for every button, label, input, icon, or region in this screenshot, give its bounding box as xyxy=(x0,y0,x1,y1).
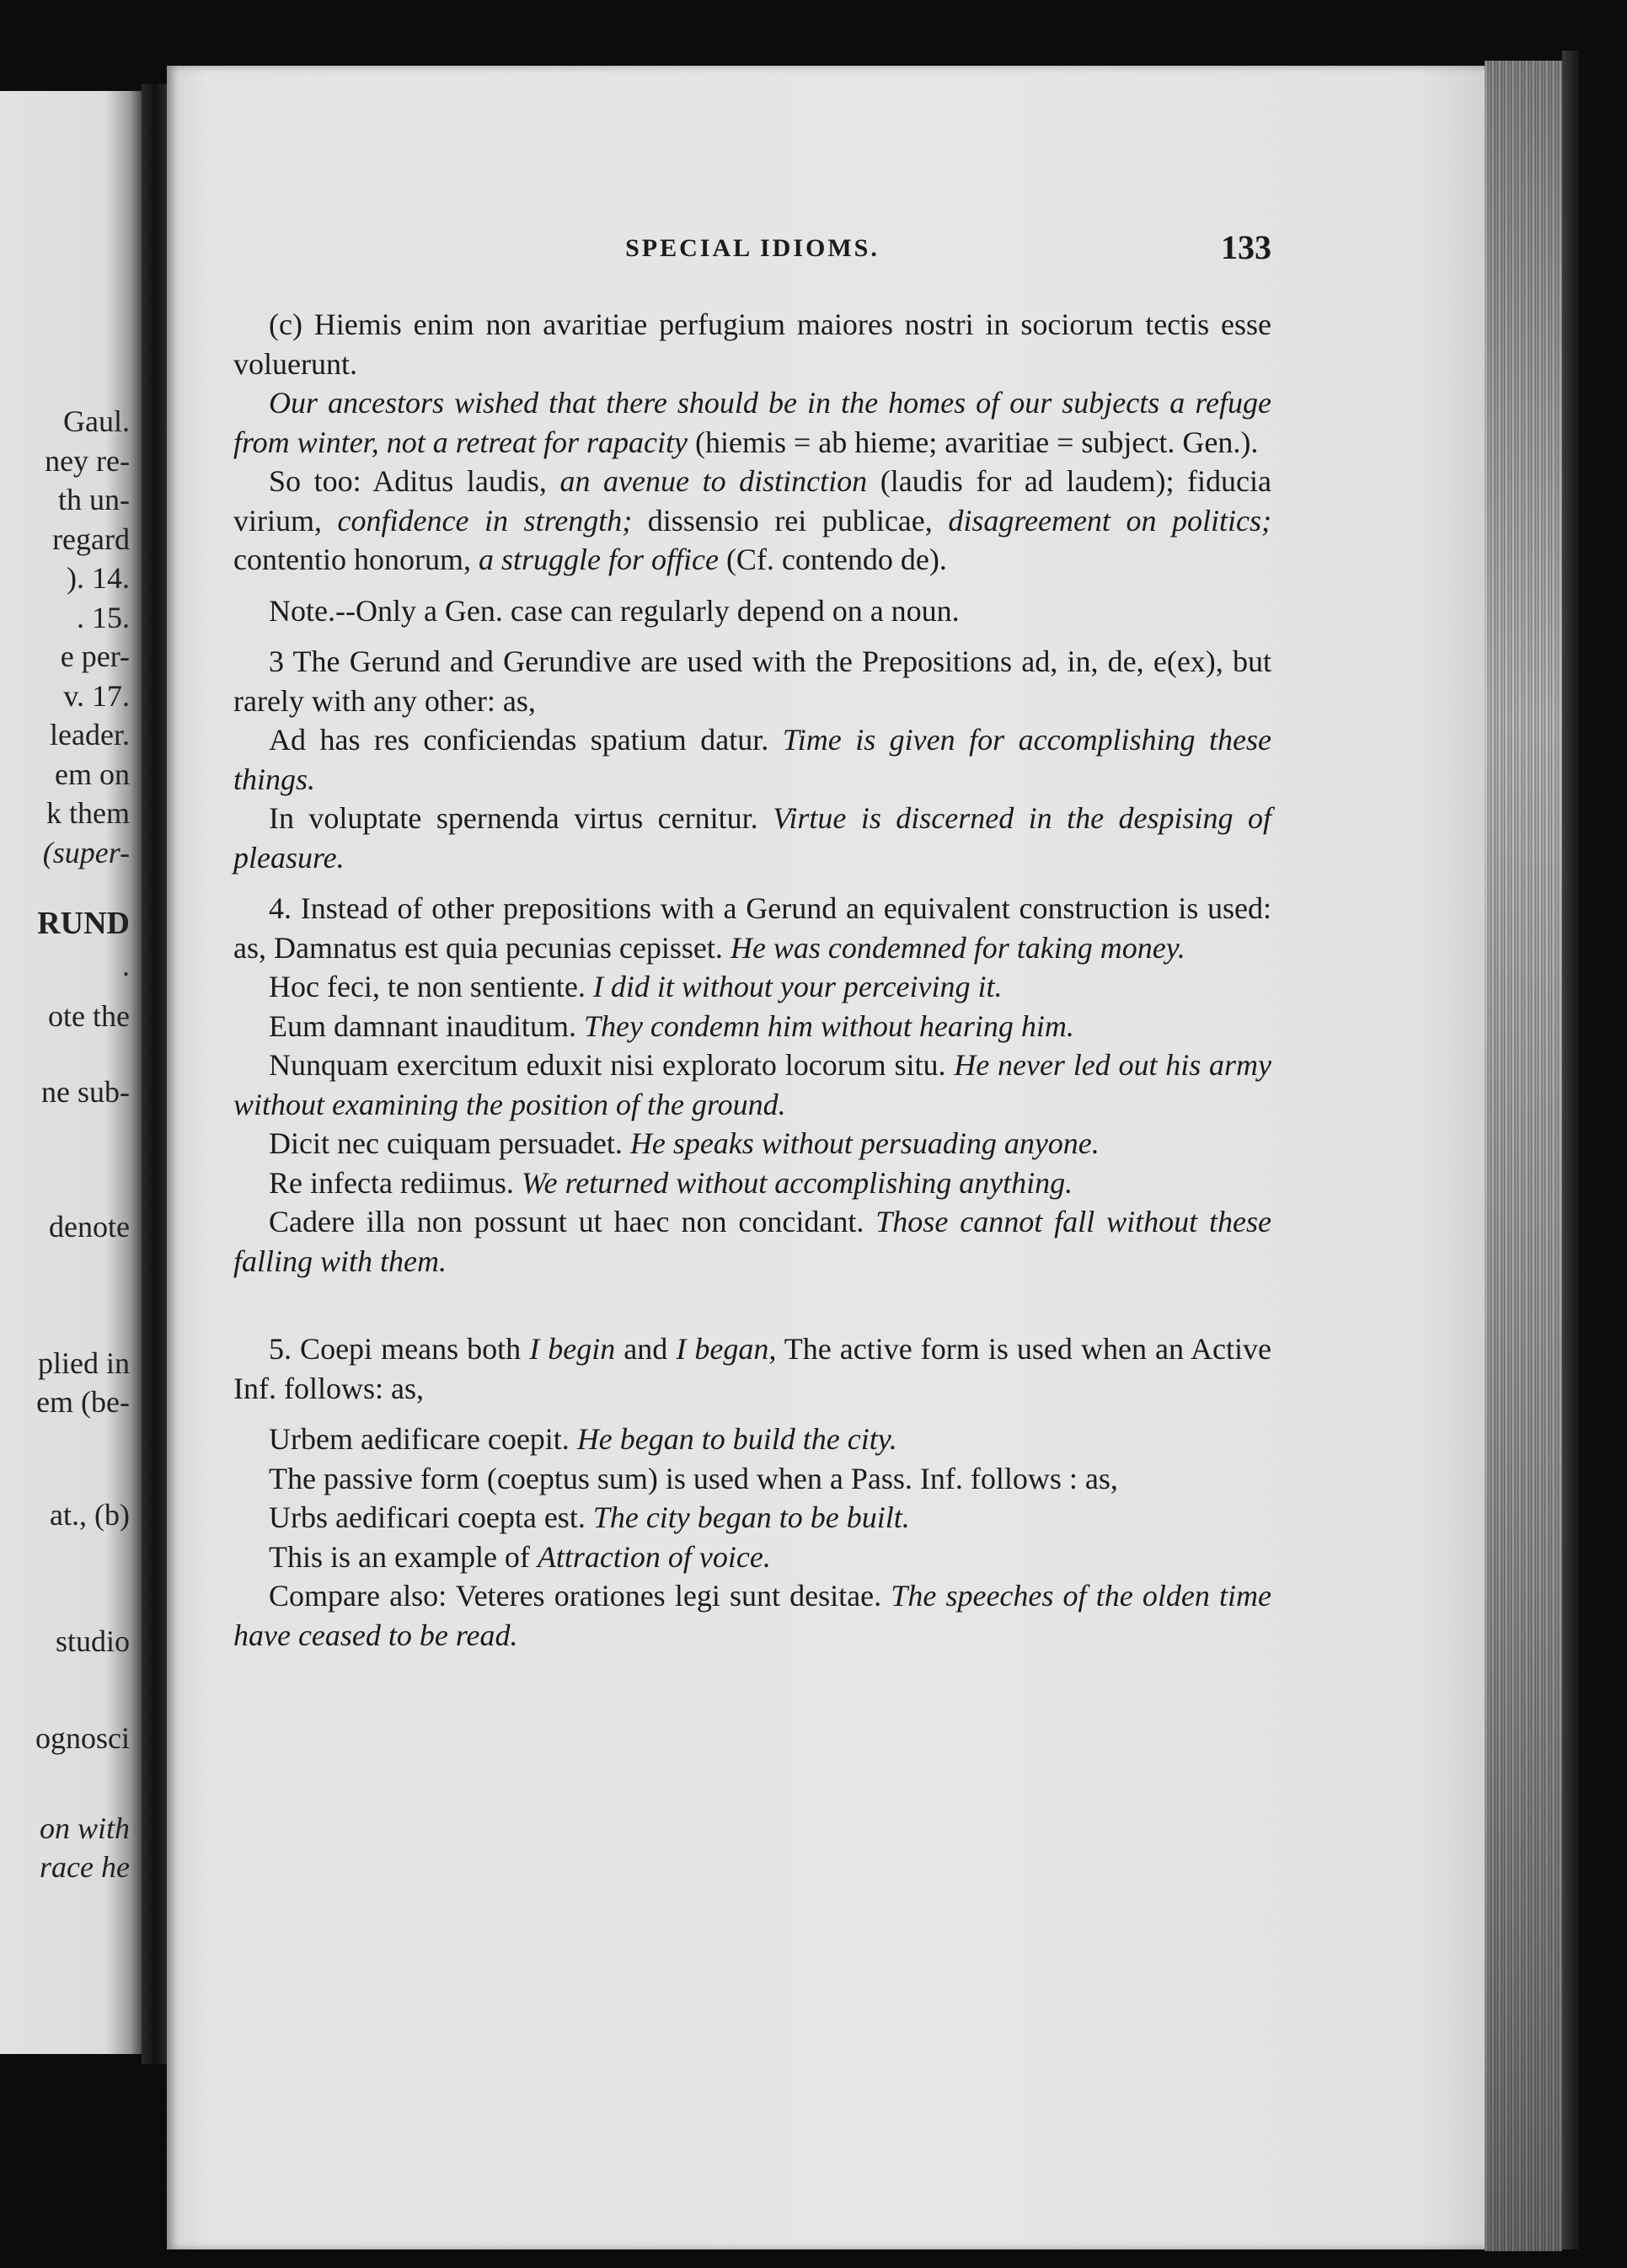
latin-text: Urbs aedificari coepta est. xyxy=(269,1500,593,1534)
left-page-fragment: regard xyxy=(52,522,130,556)
latin-text: (c) Hiemis enim non avaritiae perfugium maiores nostri in sociorum tectis esse voluerunt. xyxy=(233,308,1271,381)
left-page-fragment: (super- xyxy=(42,836,130,869)
latin-text: (laudis for ad laudem); fiducia virium, xyxy=(233,464,1271,538)
left-page-fragment: v. 17. xyxy=(63,679,130,713)
latin-text: Eum damnant inauditum. xyxy=(269,1008,584,1043)
latin-text: (Cf. contendo de). xyxy=(718,543,947,576)
latin-text: In voluptate spernenda virtus cernitur. xyxy=(269,801,773,835)
left-page-heading-fragment: RUND xyxy=(37,906,130,941)
example-paragraph xyxy=(233,1124,1271,1163)
left-page-fragment: . xyxy=(122,949,130,982)
example-paragraph xyxy=(233,967,1271,1007)
english-translation: I did it without your perceiving it. xyxy=(592,970,1003,1003)
left-page-fragment: ). 14. xyxy=(67,561,130,595)
section-5-paragraph xyxy=(233,1329,1271,1408)
left-page-fragment: ognosci xyxy=(35,1721,130,1755)
latin-text: Cadere illa non possunt ut haec non concidant. xyxy=(269,1205,876,1238)
english-translation: The speeches of the olden time have ceased to be read. xyxy=(233,1579,1271,1652)
book-cover-edge xyxy=(1562,51,1579,2249)
section-4-paragraph xyxy=(233,889,1271,967)
page-body xyxy=(233,305,1271,1655)
latin-text: Ad has res conficiendas spatium datur. xyxy=(269,723,783,757)
left-page-fragment: em on xyxy=(55,757,130,791)
running-head xyxy=(233,227,1271,270)
paragraph xyxy=(233,383,1271,462)
english-translation: Attraction of voice. xyxy=(537,1539,771,1574)
left-page-fragment: on with xyxy=(39,1811,130,1845)
english-translation: Our ancestors wished that there should be in the homes of our subjects a refuge from winter, not a retreat for rapacity xyxy=(233,386,1271,459)
english-translation: I begin xyxy=(529,1332,616,1366)
english-translation: He speaks without persuading anyone. xyxy=(629,1126,1100,1160)
left-page-fragment: race he xyxy=(40,1850,130,1884)
left-page-fragment: th un- xyxy=(58,483,130,516)
english-translation: We returned without accomplishing anything. xyxy=(521,1165,1073,1200)
example-paragraph xyxy=(233,1007,1271,1046)
example-paragraph xyxy=(233,1202,1271,1281)
example-paragraph xyxy=(233,1046,1271,1124)
left-page-fragment: . 15. xyxy=(77,601,130,634)
latin-text: So too: Aditus laudis, xyxy=(269,464,560,498)
left-page-fragment: em (be- xyxy=(36,1385,130,1419)
example-paragraph xyxy=(233,1576,1271,1655)
left-facing-page xyxy=(0,91,142,2054)
latin-text: Urbem aedificare coepit. xyxy=(269,1422,577,1456)
rule-paragraph xyxy=(233,1538,1271,1577)
english-translation: He was condemned for taking money. xyxy=(730,930,1185,965)
english-translation: They condemn him without hearing him. xyxy=(583,1008,1074,1043)
latin-text: contentio honorum, xyxy=(233,543,479,576)
rule-text: The passive form (coeptus sum) is used when a Pass. Inf. follows : as, xyxy=(269,1461,1118,1495)
left-page-fragment: denote xyxy=(49,1210,130,1244)
rule-text: This is an example of xyxy=(269,1539,538,1574)
left-page-fragment: ne sub- xyxy=(41,1075,130,1109)
english-translation: Those cannot fall without these falling with them. xyxy=(233,1205,1271,1278)
rule-text: 3 The Gerund and Gerundive are used with the Prepositions ad, in, de, e(ex), but rarely with any other: as, xyxy=(233,645,1271,718)
example-paragraph xyxy=(233,720,1271,799)
rule-text: 5. Coepi means both xyxy=(269,1332,530,1366)
english-translation: Time is given for accomplishing these things. xyxy=(233,723,1272,796)
english-translation: disagreement on politics; xyxy=(948,503,1272,538)
page-number: 133 xyxy=(1221,228,1271,266)
rule-text: The active form is used when an Active Inf. follows: as, xyxy=(233,1332,1272,1405)
example-paragraph xyxy=(233,1420,1271,1459)
left-page-fragment: e per- xyxy=(60,639,130,673)
latin-text: Re infecta rediimus. xyxy=(269,1165,522,1200)
example-paragraph xyxy=(233,1498,1271,1538)
page-edge-stack xyxy=(1485,61,1562,2251)
latin-text: dissensio rei publicae, xyxy=(632,503,949,538)
paragraph xyxy=(233,462,1271,580)
left-page-fragment: studio xyxy=(55,1624,130,1658)
left-page-fragment: leader. xyxy=(50,718,130,752)
latin-text: Hoc feci, te non sentiente. xyxy=(269,970,593,1003)
english-translation: confidence in strength; xyxy=(337,503,633,538)
left-page-fragment: ote the xyxy=(48,999,130,1033)
english-translation: The city began to be built. xyxy=(592,1500,910,1534)
english-translation: He began to build the city. xyxy=(576,1422,897,1456)
running-title: SPECIAL IDIOMS. xyxy=(625,234,880,262)
english-translation: Virtue is discerned in the despising of pleasure. xyxy=(233,801,1271,875)
rule-text: and xyxy=(615,1332,677,1366)
example-paragraph xyxy=(233,1163,1271,1203)
example-paragraph xyxy=(233,799,1271,877)
english-translation: a struggle for office xyxy=(478,543,719,576)
left-page-fragment: at., (b) xyxy=(50,1498,130,1532)
left-page-fragment: k them xyxy=(46,796,130,830)
english-translation: I began, xyxy=(676,1332,777,1366)
left-page-fragment: ney re- xyxy=(45,444,130,478)
section-3-paragraph xyxy=(233,642,1271,720)
rule-paragraph xyxy=(233,1459,1271,1499)
english-translation: He never led out his army without examining the position of the ground. xyxy=(233,1048,1271,1121)
left-page-fragment: Gaul. xyxy=(63,404,130,438)
english-translation: an avenue to distinction xyxy=(559,464,868,498)
note-paragraph xyxy=(233,591,1271,631)
paragraph xyxy=(233,305,1271,383)
left-page-fragment: plied in xyxy=(38,1346,130,1380)
rule-text: 4. Instead of other prepositions with a Gerund an equivalent construction is used: as, Damnatus est quia pecunias cepisset. xyxy=(233,891,1271,965)
note-text: (hiemis = ab hieme; avaritiae = subject. Gen.). xyxy=(687,425,1259,459)
latin-text: Compare also: Veteres orationes legi sunt desitae. xyxy=(269,1579,891,1613)
latin-text: Dicit nec cuiquam persuadet. xyxy=(269,1126,630,1160)
note-text: Note.--Only a Gen. case can regularly depend on a noun. xyxy=(269,593,960,628)
latin-text: Nunquam exercitum eduxit nisi explorato locorum situ. xyxy=(269,1048,955,1082)
